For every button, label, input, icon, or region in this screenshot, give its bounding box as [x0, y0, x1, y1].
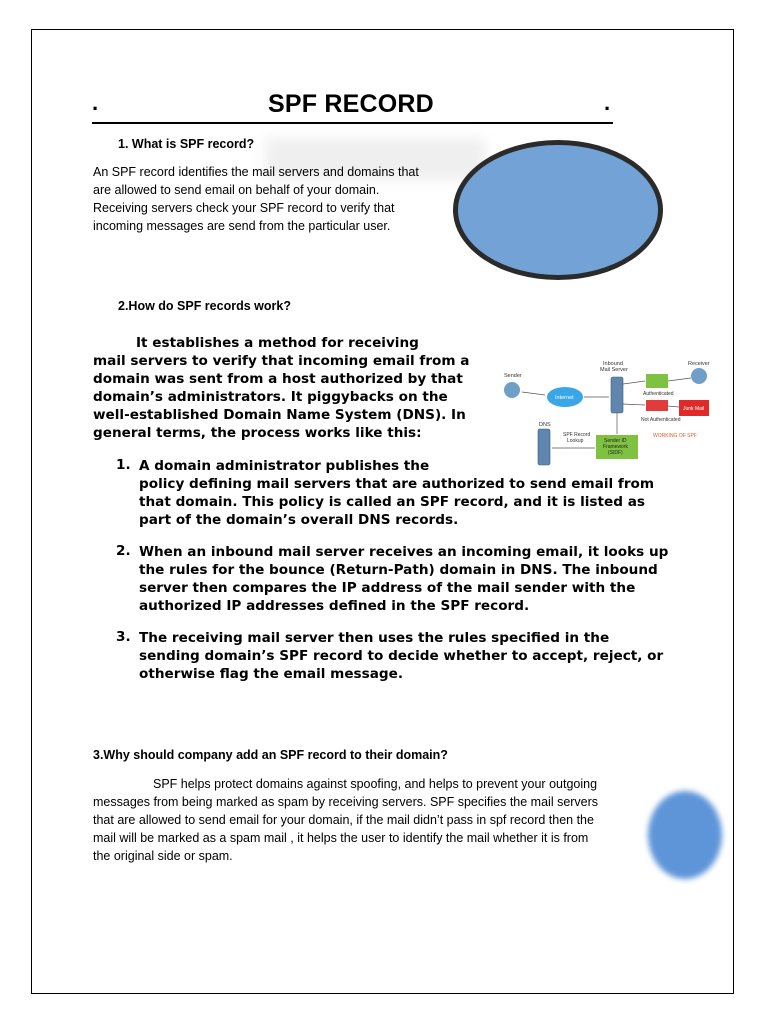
diagram-working-label: WORKING OF SPF [653, 433, 697, 439]
list-item-number: 2. [116, 543, 131, 559]
diagram-internet-label: Internet [555, 395, 574, 401]
diagram-inbound-label-1: Inbound [603, 361, 623, 367]
diagram-inbound-label-2: Mail Server [600, 367, 628, 373]
section2-intro-line: mail servers to verify that incoming email from a [93, 353, 470, 369]
diagram-framework-label-3: (SIDF) [608, 450, 623, 456]
blue-ellipse-shape [453, 140, 663, 280]
section3-line: messages from being marked as spam by receiving servers. SPF specifies the mail servers [93, 795, 599, 809]
list-item-line: A domain administrator publishes the [139, 458, 430, 474]
diagram-authenticated-label: Authenticated [643, 391, 674, 397]
list-item-line: policy defining mail servers that are authorized to send email from [139, 476, 655, 492]
list-item-number: 3. [116, 629, 131, 645]
list-item-line: part of the domain’s overall DNS records. [139, 512, 459, 528]
diagram-framework-label-2: Framework [603, 444, 629, 450]
section1-line: are allowed to send email on behalf of your domain. [93, 183, 380, 197]
diagram-framework-label-1: Sender ID [604, 438, 627, 444]
title-dot-right: . [604, 90, 611, 115]
section2-intro-line: general terms, the process works like this: [93, 425, 422, 441]
not-authenticated-envelope-icon [646, 400, 668, 411]
diagram-sender-label: Sender [504, 373, 522, 379]
section2-heading: 2.How do SPF records work? [118, 299, 291, 313]
list-item-line: the rules for the bounce (Return-Path) domain in DNS. The inbound [139, 562, 658, 578]
title-dot-left: . [92, 90, 99, 115]
receiver-icon [691, 368, 707, 384]
diagram-receiver-label: Receiver [688, 361, 710, 367]
diagram-junk-label: Junk Mail [683, 406, 705, 412]
sender-icon [504, 382, 520, 398]
list-item-line: that domain. This policy is called an SPF record, and it is listed as [139, 494, 645, 510]
list-item-line: otherwise flag the email message. [139, 666, 404, 682]
diagram-spf-lookup-label-2: Lookup [567, 438, 584, 444]
section3-heading: 3.Why should company add an SPF record to their domain? [93, 748, 448, 762]
section1-line: Receiving servers check your SPF record to verify that [93, 201, 395, 215]
list-item-line: When an inbound mail server receives an incoming email, it looks up [139, 544, 669, 560]
section3-line: mail will be marked as a spam mail , it helps the user to identify the mail whether it is from [93, 831, 589, 845]
section2-intro-line: domain’s administrators. It piggybacks on the [93, 389, 448, 405]
section3-line: SPF helps protect domains against spoofing, and helps to prevent your outgoing [153, 777, 598, 791]
section2-intro-line: It establishes a method for receiving [136, 335, 419, 351]
section3-line: the original side or spam. [93, 849, 233, 863]
diagram-not-authenticated-label: Not Authenticated [641, 417, 681, 423]
section1-heading: 1. What is SPF record? [118, 137, 255, 151]
section2-intro-line: well-established Domain Name System (DNS). In [93, 407, 466, 423]
diagram-spf-lookup-label-1: SPF Record [563, 432, 591, 438]
diagram-dns-label: DNS [539, 422, 551, 428]
section3-line: that are allowed to send email for your domain, if the mail didn’t pass in spf record then the [93, 813, 594, 827]
blue-blurred-blob-shape [648, 791, 722, 879]
section1-line: An SPF record identifies the mail servers and domains that [93, 165, 419, 179]
list-item-line: The receiving mail server then uses the rules specified in the [139, 630, 610, 646]
section1-line: incoming messages are send from the particular user. [93, 219, 391, 233]
list-item-number: 1. [116, 457, 131, 473]
section2-intro-line: domain was sent from a host authorized by that [93, 371, 463, 387]
inbound-server-icon [611, 377, 623, 413]
spf-workflow-diagram [497, 359, 727, 469]
page-title: SPF RECORD [268, 90, 434, 118]
list-item-line: server then compares the IP address of the mail sender with the [139, 580, 636, 596]
list-item-line: authorized IP addresses defined in the SPF record. [139, 598, 530, 614]
authenticated-envelope-icon [646, 374, 668, 388]
list-item-line: sending domain’s SPF record to decide whether to accept, reject, or [139, 648, 664, 664]
